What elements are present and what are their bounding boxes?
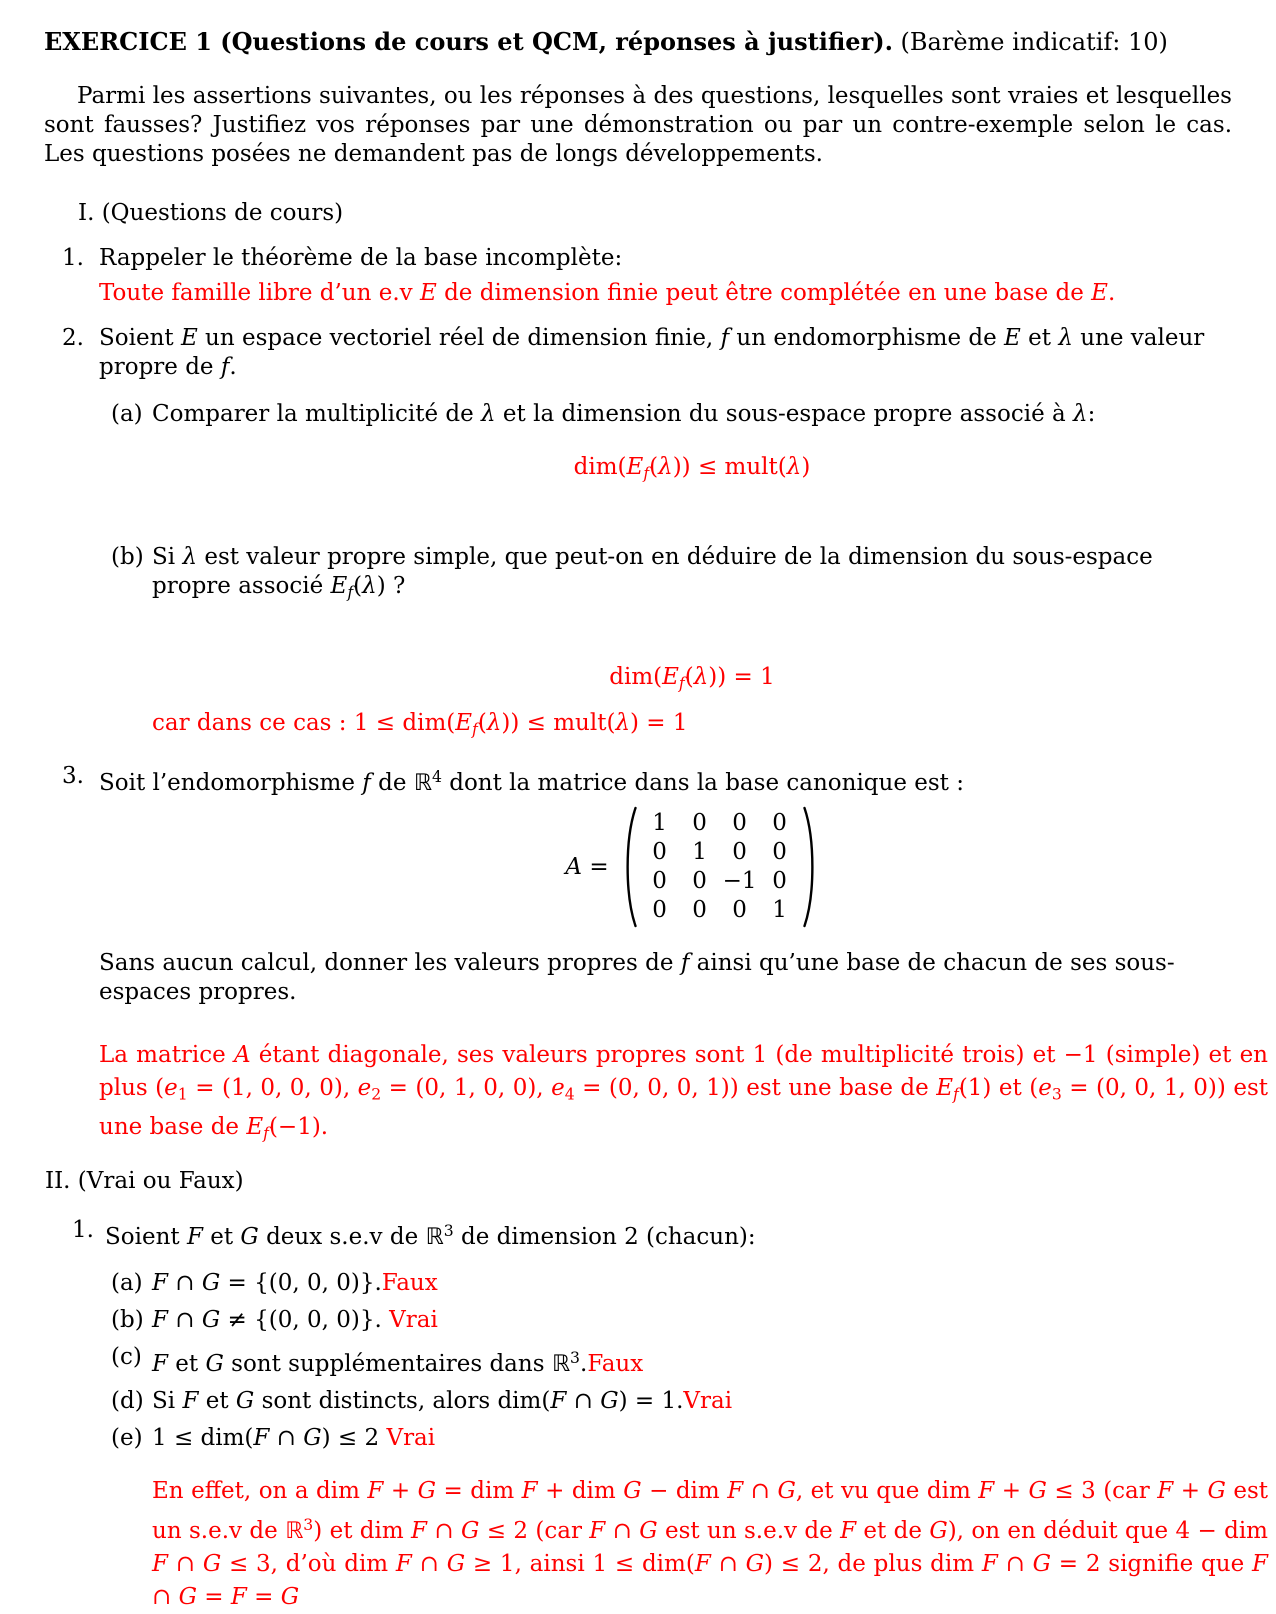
question-2b-answer-note: car dans ce cas : 1 ≤ dim(Ef(λ)) ≤ mult(λ) = 1 [152,710,688,739]
vf-item-c-statement: F et G sont supplémentaires dans ℝ$^3$.Faux [152,1347,644,1377]
matrix-cell: 1 [692,839,707,866]
vf-item-d-statement: Si F et G sont distincts, alors dim(F ∩ G) = 1.Vrai [152,1387,733,1414]
matrix-cell: −1 [722,868,757,895]
part2-question-1-number: 1. [72,1217,94,1244]
vf-item-c [111,1343,1232,1379]
matrix-lhs: A = [565,853,609,880]
question-2a [111,400,1232,429]
vf-item-e [111,1424,1232,1453]
vf-item-e-statement: 1 ≤ dim(F ∩ G) ≤ 2 Vrai [152,1424,436,1451]
matrix-cell: 0 [692,868,707,895]
question-2a-text: Comparer la multiplicité de λ et la dimension du sous-espace propre associé à λ: [152,401,1096,427]
intro-paragraph: Parmi les assertions suivantes, ou les réponses à des questions, lesquelles sont vraies et lesquelles sont fausses? Justifiez vos réponses par une démonstration ou par un contre-exemple selon le cas. Les questions posées ne demandent pas de longs développements. [44,83,1232,167]
question-2b-label: (b) [111,544,144,571]
part2-explanation: En effet, on a dim F + G = dim F + dim G − dim F ∩ G, et vu que dim F + G ≤ 3 (car F + G est un s.e.v de ℝ$^3$) et dim F ∩ G ≤ 2 (car F ∩ G est un s.e.v de F et de G), on en déduit que 4 − dim F ∩ G ≤ 3, d’où dim F ∩ G ≥ 1, ainsi 1 ≤ dim(F ∩ G) ≤ 2, de plus dim F ∩ G = 2 signifie que F ∩ G = F = G [152,1477,1268,1610]
vf-item-a [111,1269,1232,1298]
matrix-cell: 0 [772,839,787,866]
equation-dim-leq-mult: dim(Ef(λ)) ≤ mult(λ) [573,454,811,483]
matrix-cell: 0 [772,810,787,837]
question-1-text: Rappeler le théorème de la base incomplète: [99,245,623,271]
exercise-title-bold: EXERCICE 1 (Questions de cours et QCM, réponses à justifier). [44,27,893,56]
vf-item-b [111,1306,1232,1335]
matrix-right-paren [802,805,819,929]
bareme-note: (Barème indicatif: 10) [892,28,1168,56]
matrix-grid [638,807,802,927]
question-3-number: 3. [62,762,84,789]
matrix-cell: 1 [652,810,667,837]
matrix-cell: 0 [732,839,747,866]
vf-item-b-statement: F ∩ G ≠ {(0, 0, 0)}. Vrai [152,1306,438,1333]
question-2-text: Soient E un espace vectoriel réel de dimension finie, f un endomorphisme de E et λ une valeur propre de f. [99,325,1205,380]
part-ii-heading: II. (Vrai ou Faux) [45,1168,244,1195]
question-1-answer: Toute famille libre d’un e.v E de dimension finie peut être complétée en une base de E. [99,280,1116,306]
question-3 [62,762,1232,798]
exercise-title [44,26,1232,58]
vf-item-d [111,1387,1232,1416]
question-1-number: 1. [62,245,84,271]
question-2a-label: (a) [111,401,143,427]
matrix-display [152,805,1232,929]
matrix-cell: 0 [772,868,787,895]
question-3-text: Soit l’endomorphisme f de ℝ$^4$ dont la matrice dans la base canonique est : [99,766,964,796]
vf-item-c-label: (c) [111,1343,142,1370]
question-2b-text: Si λ est valeur propre simple, que peut-on en déduire de la dimension du sous-espace propre associé Ef(λ) ? [152,544,1153,602]
matrix-row [640,867,800,896]
matrix-A [565,805,818,929]
part-i-heading: I. (Questions de cours) [78,200,344,226]
vf-item-b-label: (b) [111,1306,144,1333]
matrix-cell: 0 [732,810,747,837]
question-2 [62,324,1232,382]
equation-dim-eq-1: dim(Ef(λ)) = 1 [609,663,775,693]
matrix-cell: 0 [652,868,667,895]
question-2-number: 2. [62,325,84,351]
matrix-cell: 0 [732,897,747,924]
part2-question-1 [72,1216,1232,1252]
vf-item-e-label: (e) [111,1424,143,1451]
matrix-left-paren [621,805,638,929]
matrix-row [640,809,800,838]
vf-item-a-statement: F ∩ G = {(0, 0, 0)}.Faux [152,1269,438,1296]
matrix-row [640,838,800,867]
matrix-cell: 1 [772,897,787,924]
vf-item-a-label: (a) [111,1269,143,1296]
matrix-row [640,896,800,925]
part2-question-1-text: Soient F et G deux s.e.v de ℝ$^3$ de dimension 2 (chacun): [105,1221,756,1250]
question-3-answer: La matrice A étant diagonale, ses valeurs propres sont 1 (de multiplicité trois) et −1 (simple) et en plus (e1 = (1, 0, 0, 0), e2 = (0, 1, 0, 0), e4 = (0, 0, 0, 1)) est une base de Ef(1) et (e3 = (0, 0, 1, 0)) est une base de Ef(−1). [99,1042,1268,1143]
matrix-cell: 0 [652,839,667,866]
matrix-cell: 0 [652,897,667,924]
question-2b [111,543,1232,606]
vf-item-d-label: (d) [111,1387,144,1414]
question-1 [62,244,1232,273]
question-3-followup: Sans aucun calcul, donner les valeurs propres de f ainsi qu’une base de chacun de ses sous-espaces propres. [99,950,1175,1006]
matrix-cell: 0 [692,810,707,837]
matrix-cell: 0 [692,897,707,924]
